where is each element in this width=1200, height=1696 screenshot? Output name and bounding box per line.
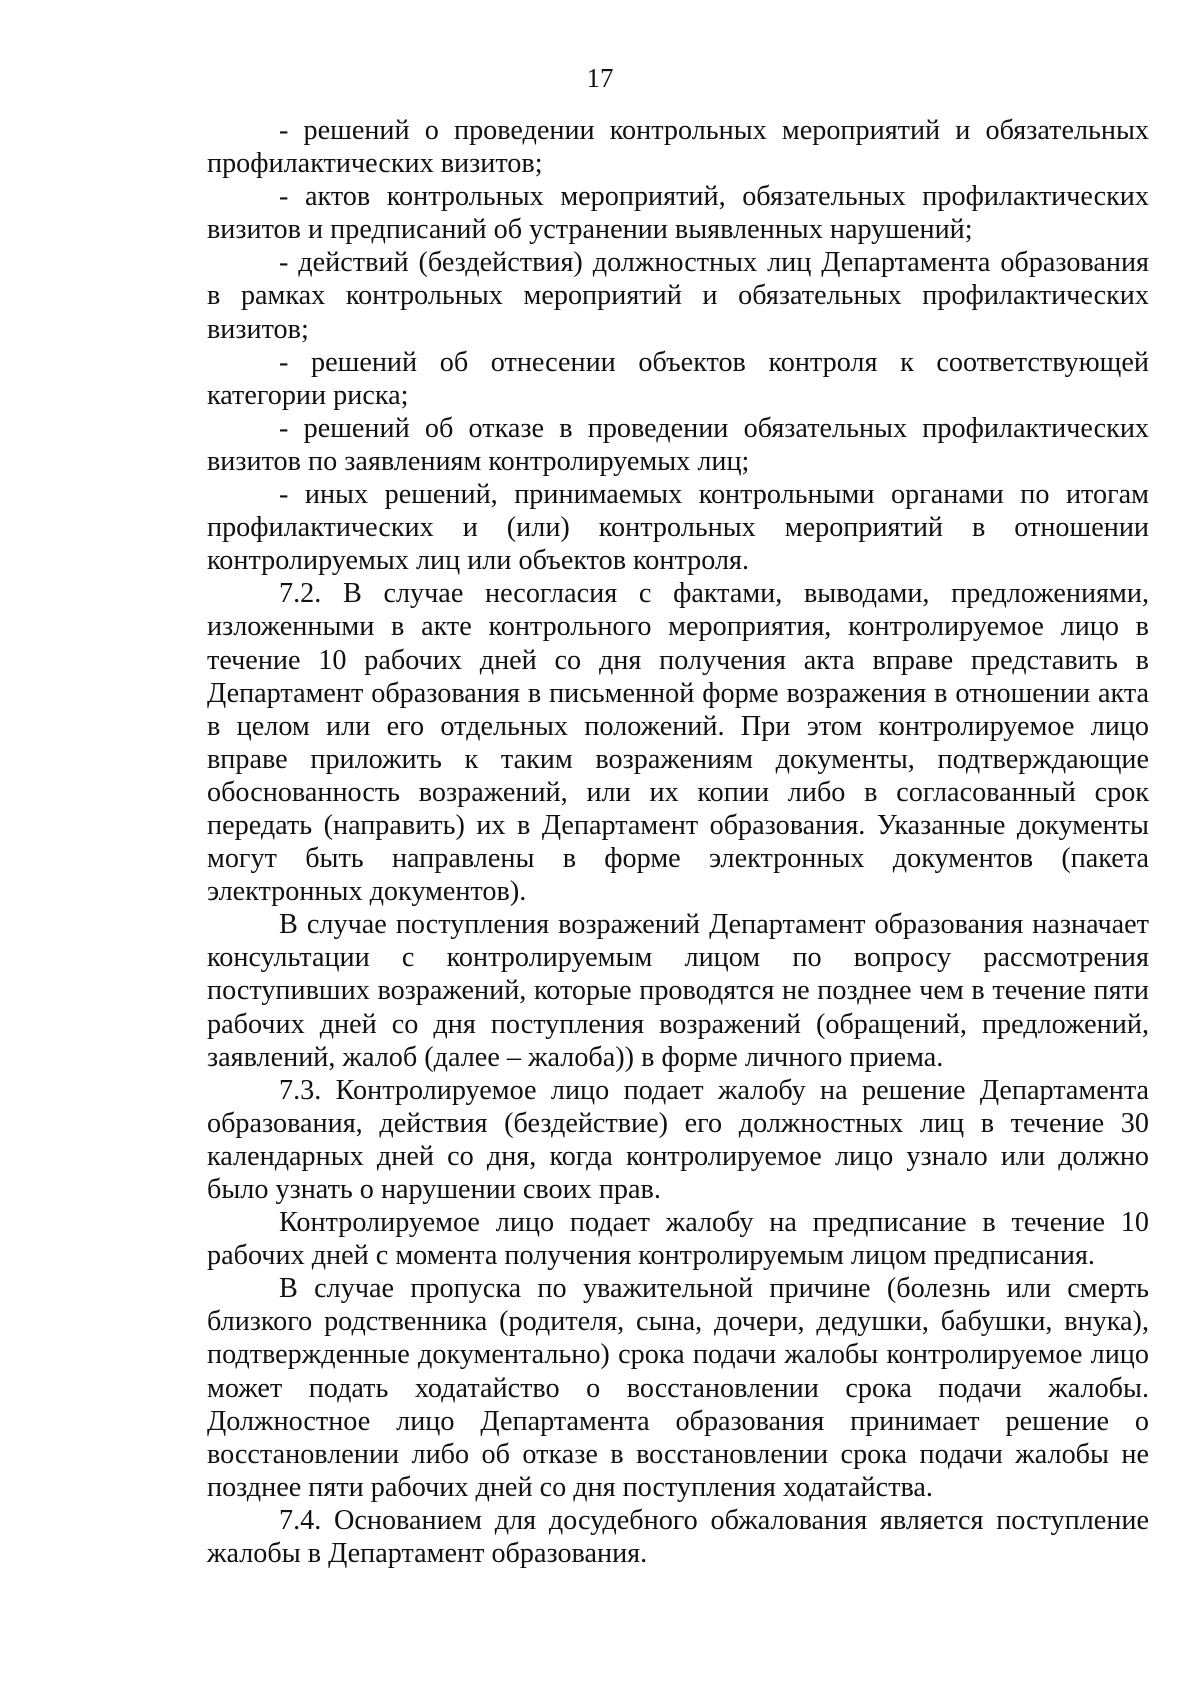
paragraph-risk-category-decisions: - решений об отнесении объектов контроля к соответствующей категории риска; [207,346,1149,411]
document-body [207,114,1149,1570]
paragraph-other-decisions: - иных решений, принимаемых контрольными органами по итогам профилактических и (или) контрольных мероприятий в отношении контролируемых лиц или объектов контроля. [207,479,1149,577]
paragraph-missed-deadline: В случае пропуска по уважительной причине (болезнь или смерть близкого родственника (родителя, сына, дочери, дедушки, бабушки, внука), подтвержденные документально) срока подачи жалобы контролируемое лицо может подать ходатайство о восстановлении срока подачи жалобы. Должностное лицо Департамента образования принимает решение о восстановлении либо об отказе в восстановлении срока подачи жалобы не позднее пяти рабочих дней со дня поступления ходатайства. [207,1273,1149,1503]
paragraph-section-7-2: 7.2. В случае несогласия с фактами, выводами, предложениями, изложенными в акте контрольного мероприятия, контролируемое лицо в течение 10 рабочих дней со дня получения акта вправе представить в Департамент образования в письменной форме возражения в отношении акта в целом или его отдельных положений. При этом контролируемое лицо вправе приложить к таким возражениям документы, подтверждающие обоснованность возражений, или их копии либо в согласованный срок передать (направить) их в Департамент образования. Указанные документы могут быть направлены в форме электронных документов (пакета электронных документов). [207,578,1149,908]
paragraph-decisions-on-control-measures: - решений о проведении контрольных мероприятий и обязательных профилактических визитов; [207,115,1149,180]
paragraph-section-7-4: 7.4. Основанием для досудебного обжалования является поступление жалобы в Департамент образования. [207,1504,1149,1570]
paragraph-section-7-3: 7.3. Контролируемое лицо подает жалобу на решение Департамента образования, действия (бездействие) его должностных лиц в течение 30 календарных дней со дня, когда контролируемое лицо узнало или должно было узнать о нарушении своих прав. [207,1074,1149,1205]
paragraph-actions-of-officials: - действий (бездействия) должностных лиц Департамента образования в рамках контрольных мероприятий и обязательных профилактических визитов; [207,247,1149,345]
paragraph-refusal-decisions: - решений об отказе в проведении обязательных профилактических визитов по заявлениям контролируемых лиц; [207,412,1149,477]
paragraph-acts-of-control-measures: - актов контрольных мероприятий, обязательных профилактических визитов и предписаний об устранении выявленных нарушений; [207,181,1149,246]
paragraph-complaint-on-prescription: Контролируемое лицо подает жалобу на предписание в течение 10 рабочих дней с момента получения контролируемым лицом предписания. [207,1207,1149,1272]
paragraph-objections-consultation: В случае поступления возражений Департамент образования назначает консультации с контролируемым лицом по вопросу рассмотрения поступивших возражений, которые проводятся не позднее чем в течение пяти рабочих дней со дня поступления возражений (обращений, предложений, заявлений, жалоб (далее – жалоба)) в форме личного приема. [207,909,1149,1073]
page-number: 17 [586,63,614,93]
